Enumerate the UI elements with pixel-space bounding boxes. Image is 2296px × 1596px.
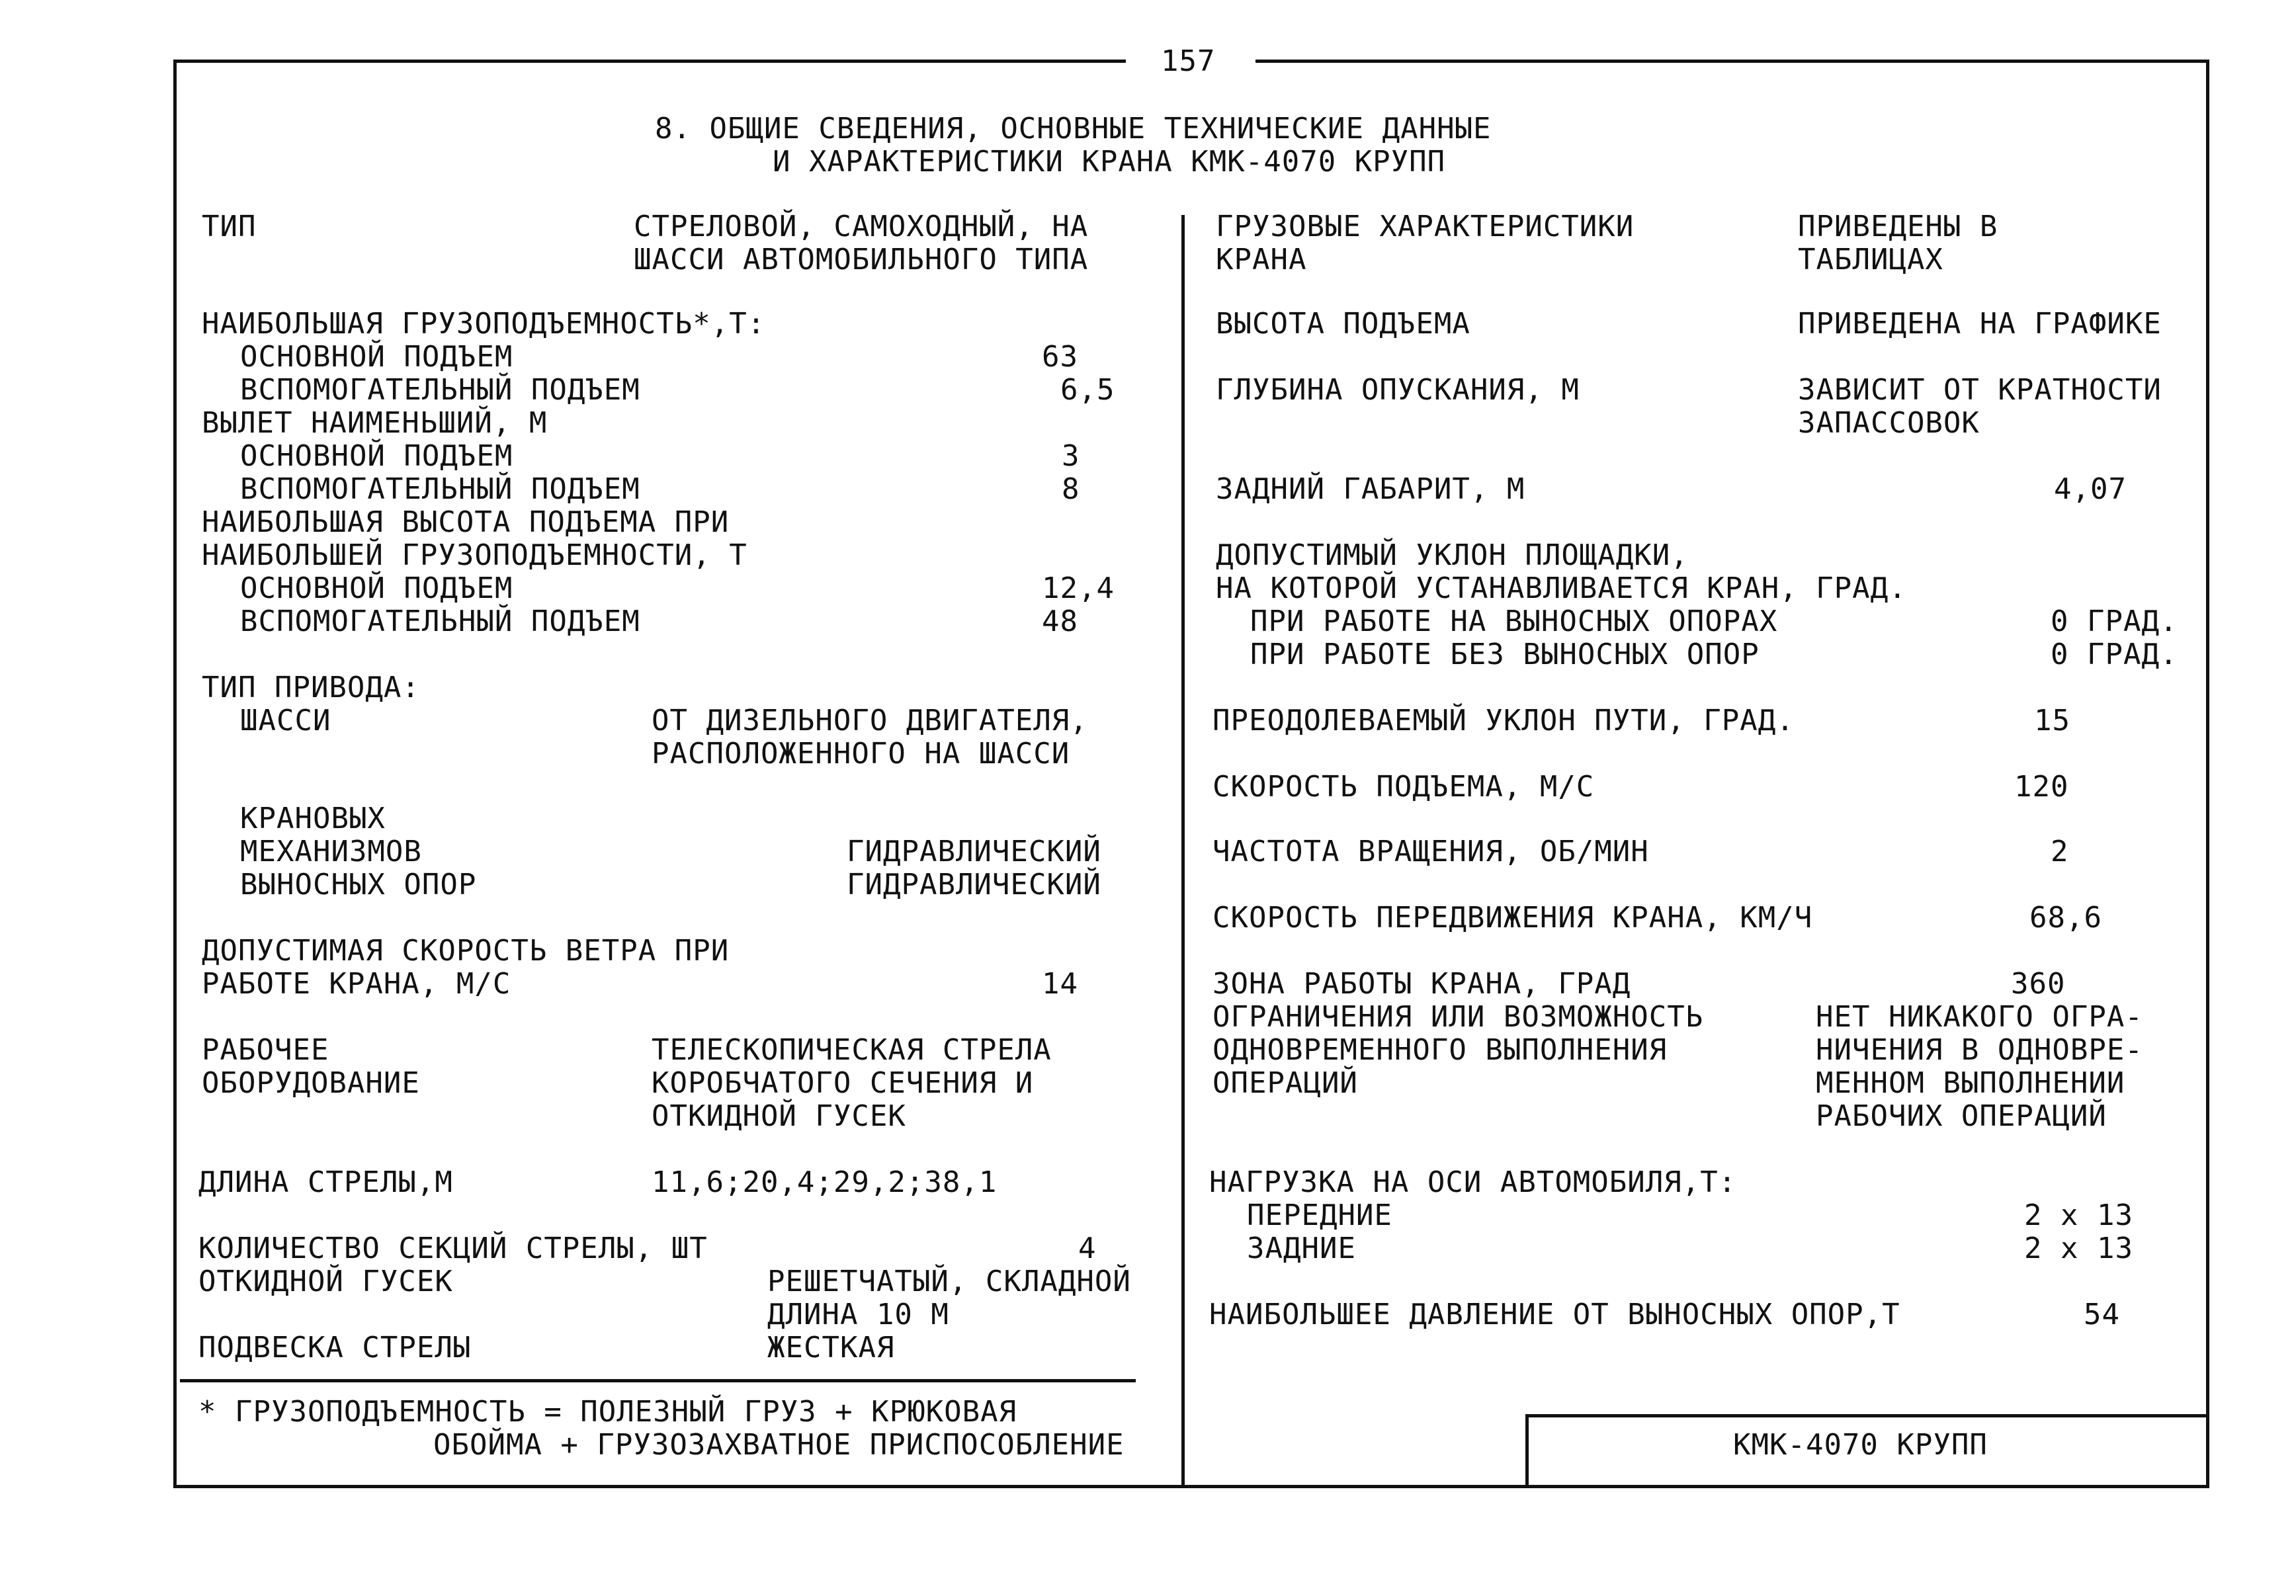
load-char-value-1: ПРИВЕДЕНЫ В	[1798, 210, 1998, 243]
load-char-label-1: ГРУЗОВЫЕ ХАРАКТЕРИСТИКИ	[1216, 210, 1635, 243]
type-value-1: СТРЕЛОВОЙ, САМОХОДНЫЙ, НА	[634, 210, 1089, 243]
axle-rear-value: 2 x 13	[2024, 1232, 2133, 1265]
rotation-value: 2	[2051, 835, 2069, 868]
reach-main-value: 3	[1062, 439, 1080, 473]
footnote-line-1: * ГРУЗОПОДЪЕМНОСТЬ = ПОЛЕЗНЫЙ ГРУЗ + КРЮКОВАЯ	[198, 1395, 1017, 1429]
axle-front-label: ПЕРЕДНИЕ	[1247, 1198, 1392, 1232]
capacity-main-label: ОСНОВНОЙ ПОДЪЕМ	[240, 340, 513, 374]
zone-label: ЗОНА РАБОТЫ КРАНА, ГРАД	[1212, 967, 1631, 1001]
stamp-border-top	[1525, 1414, 2206, 1417]
column-divider	[1181, 215, 1185, 1485]
capacity-label: НАИБОЛЬШАЯ ГРУЗОПОДЪЕМНОСТЬ*,Т:	[202, 307, 766, 341]
drive-chassis-value-2: РАСПОЛОЖЕННОГО НА ШАССИ	[652, 737, 1070, 771]
drive-outrigger-label: ВЫНОСНЫХ ОПОР	[240, 868, 477, 902]
equipment-value-1: ТЕЛЕСКОПИЧЕСКАЯ СТРЕЛА	[652, 1033, 1052, 1067]
height-aux-value: 48	[1042, 605, 1078, 638]
jib-label: ОТКИДНОЙ ГУСЕК	[198, 1265, 453, 1298]
slope-without-label: ПРИ РАБОТЕ БЕЗ ВЫНОСНЫХ ОПОР	[1250, 638, 1760, 671]
jib-value-1: РЕШЕТЧАТЫЙ, СКЛАДНОЙ	[767, 1265, 1131, 1298]
reach-aux-value: 8	[1062, 472, 1080, 506]
zone-value: 360	[2011, 967, 2066, 1001]
drive-outrigger-value: ГИДРАВЛИЧЕСКИЙ	[847, 868, 1101, 902]
wind-label-1: ДОПУСТИМАЯ СКОРОСТЬ ВЕТРА ПРИ	[202, 934, 730, 968]
axle-rear-label: ЗАДНИЕ	[1247, 1232, 1356, 1265]
wind-value: 14	[1042, 967, 1078, 1001]
pressure-value: 54	[2084, 1298, 2120, 1331]
drive-crane-label-1: КРАНОВЫХ	[240, 802, 386, 835]
capacity-aux-label: ВСПОМОГАТЕЛЬНЫЙ ПОДЪЕМ	[240, 373, 640, 407]
axle-label: НАГРУЗКА НА ОСИ АВТОМОБИЛЯ,Т:	[1209, 1165, 1737, 1199]
lift-speed-label: СКОРОСТЬ ПОДЪЕМА, М/С	[1212, 770, 1595, 804]
capacity-main-value: 63	[1042, 340, 1078, 374]
load-char-label-2: КРАНА	[1216, 243, 1307, 276]
limits-value-4: РАБОЧИХ ОПЕРАЦИЙ	[1816, 1099, 2107, 1133]
capacity-aux-value: 6,5	[1060, 373, 1115, 407]
reach-main-label: ОСНОВНОЙ ПОДЪЕМ	[240, 439, 513, 473]
page-number: 157	[1161, 44, 1216, 78]
rear-clearance-value: 4,07	[2054, 472, 2127, 506]
title-line-2: И ХАРАКТЕРИСТИКИ КРАНА КМК-4070 КРУПП	[773, 145, 1446, 179]
stamp-model-name: КМК-4070 КРУПП	[1733, 1428, 1988, 1462]
drive-label: ТИП ПРИВОДА:	[202, 671, 420, 704]
drive-crane-value: ГИДРАВЛИЧЕСКИЙ	[847, 835, 1101, 868]
pressure-label: НАИБОЛЬШЕЕ ДАВЛЕНИЕ ОТ ВЫНОСНЫХ ОПОР,Т	[1209, 1298, 1900, 1331]
axle-front-value: 2 x 13	[2024, 1198, 2133, 1232]
height-label-2: НАИБОЛЬШЕЙ ГРУЗОПОДЪЕМНОСТИ, Т	[202, 538, 747, 572]
drive-crane-label-2: МЕХАНИЗМОВ	[240, 835, 422, 868]
lower-depth-label: ГЛУБИНА ОПУСКАНИЯ, М	[1216, 373, 1580, 407]
limits-value-1: НЕТ НИКАКОГО ОГРА-	[1816, 1000, 2143, 1034]
reach-aux-label: ВСПОМОГАТЕЛЬНЫЙ ПОДЪЕМ	[240, 472, 640, 506]
drive-chassis-value-1: ОТ ДИЗЕЛЬНОГО ДВИГАТЕЛЯ,	[652, 704, 1088, 737]
sections-label: КОЛИЧЕСТВО СЕКЦИЙ СТРЕЛЫ, ШТ	[198, 1232, 708, 1265]
lower-depth-value-2: ЗАПАССОВОК	[1798, 406, 1980, 440]
limits-value-2: НИЧЕНИЯ В ОДНОВРЕ-	[1816, 1033, 2143, 1067]
lift-height-label: ВЫСОТА ПОДЪЕМА	[1216, 307, 1470, 341]
lower-depth-value-1: ЗАВИСИТ ОТ КРАТНОСТИ	[1798, 373, 2162, 407]
slope-without-value: 0 ГРАД.	[2051, 638, 2178, 671]
travel-label: СКОРОСТЬ ПЕРЕДВИЖЕНИЯ КРАНА, КМ/Ч	[1212, 901, 1813, 935]
equipment-value-2: КОРОБЧАТОГО СЕЧЕНИЯ И	[652, 1066, 1034, 1100]
boom-length-value: 11,6;20,4;29,2;38,1	[652, 1165, 998, 1199]
height-main-value: 12,4	[1042, 571, 1115, 605]
equipment-label-1: РАБОЧЕЕ	[202, 1033, 329, 1067]
footnote-line-2: ОБОЙМА + ГРУЗОЗАХВАТНОЕ ПРИСПОСОБЛЕНИЕ	[433, 1428, 1125, 1462]
equipment-value-3: ОТКИДНОЙ ГУСЕК	[652, 1099, 906, 1133]
rotation-label: ЧАСТОТА ВРАЩЕНИЯ, ОБ/МИН	[1212, 835, 1649, 868]
limits-label-1: ОГРАНИЧЕНИЯ ИЛИ ВОЗМОЖНОСТЬ	[1212, 1000, 1704, 1034]
height-aux-label: ВСПОМОГАТЕЛЬНЫЙ ПОДЪЕМ	[240, 605, 640, 638]
type-label: ТИП	[202, 210, 257, 243]
wind-label-2: РАБОТЕ КРАНА, М/С	[202, 967, 511, 1001]
lift-speed-value: 120	[2014, 770, 2069, 804]
drive-chassis-label: ШАССИ	[240, 704, 331, 737]
title-line-1: 8. ОБЩИЕ СВЕДЕНИЯ, ОСНОВНЫЕ ТЕХНИЧЕСКИЕ ДАННЫЕ	[655, 112, 1492, 146]
stamp-border-left	[1525, 1415, 1529, 1485]
slope-label-1: ДОПУСТИМЫЙ УКЛОН ПЛОЩАДКИ,	[1216, 538, 1689, 572]
travel-value: 68,6	[2029, 901, 2102, 935]
reach-label: ВЫЛЕТ НАИМЕНЬШИЙ, М	[202, 406, 548, 440]
limits-label-3: ОПЕРАЦИЙ	[1212, 1066, 1358, 1100]
equipment-label-2: ОБОРУДОВАНИЕ	[202, 1066, 420, 1100]
limits-label-2: ОДНОВРЕМЕННОГО ВЫПОЛНЕНИЯ	[1212, 1033, 1668, 1067]
rear-clearance-label: ЗАДНИЙ ГАБАРИТ, М	[1216, 472, 1525, 506]
height-main-label: ОСНОВНОЙ ПОДЪЕМ	[240, 571, 513, 605]
limits-value-3: МЕННОМ ВЫПОЛНЕНИИ	[1816, 1066, 2125, 1100]
suspension-value: ЖЕСТКАЯ	[767, 1331, 895, 1365]
height-label-1: НАИБОЛЬШАЯ ВЫСОТА ПОДЪЕМА ПРИ	[202, 505, 730, 539]
slope-with-value: 0 ГРАД.	[2051, 605, 2178, 638]
suspension-label: ПОДВЕСКА СТРЕЛЫ	[198, 1331, 472, 1365]
sections-value: 4	[1078, 1232, 1097, 1265]
jib-value-2: ДЛИНА 10 М	[767, 1298, 949, 1331]
load-char-value-2: ТАБЛИЦАХ	[1798, 243, 1943, 276]
footnote-separator	[180, 1379, 1136, 1382]
slope-label-2: НА КОТОРОЙ УСТАНАВЛИВАЕТСЯ КРАН, ГРАД.	[1216, 571, 1907, 605]
grade-label: ПРЕОДОЛЕВАЕМЫЙ УКЛОН ПУТИ, ГРАД.	[1212, 704, 1795, 737]
type-value-2: ШАССИ АВТОМОБИЛЬНОГО ТИПА	[634, 243, 1089, 276]
boom-length-label: ДЛИНА СТРЕЛЫ,М	[198, 1165, 453, 1199]
grade-value: 15	[2034, 704, 2070, 737]
lift-height-value: ПРИВЕДЕНА НА ГРАФИКЕ	[1798, 307, 2162, 341]
slope-with-label: ПРИ РАБОТЕ НА ВЫНОСНЫХ ОПОРАХ	[1250, 605, 1778, 638]
